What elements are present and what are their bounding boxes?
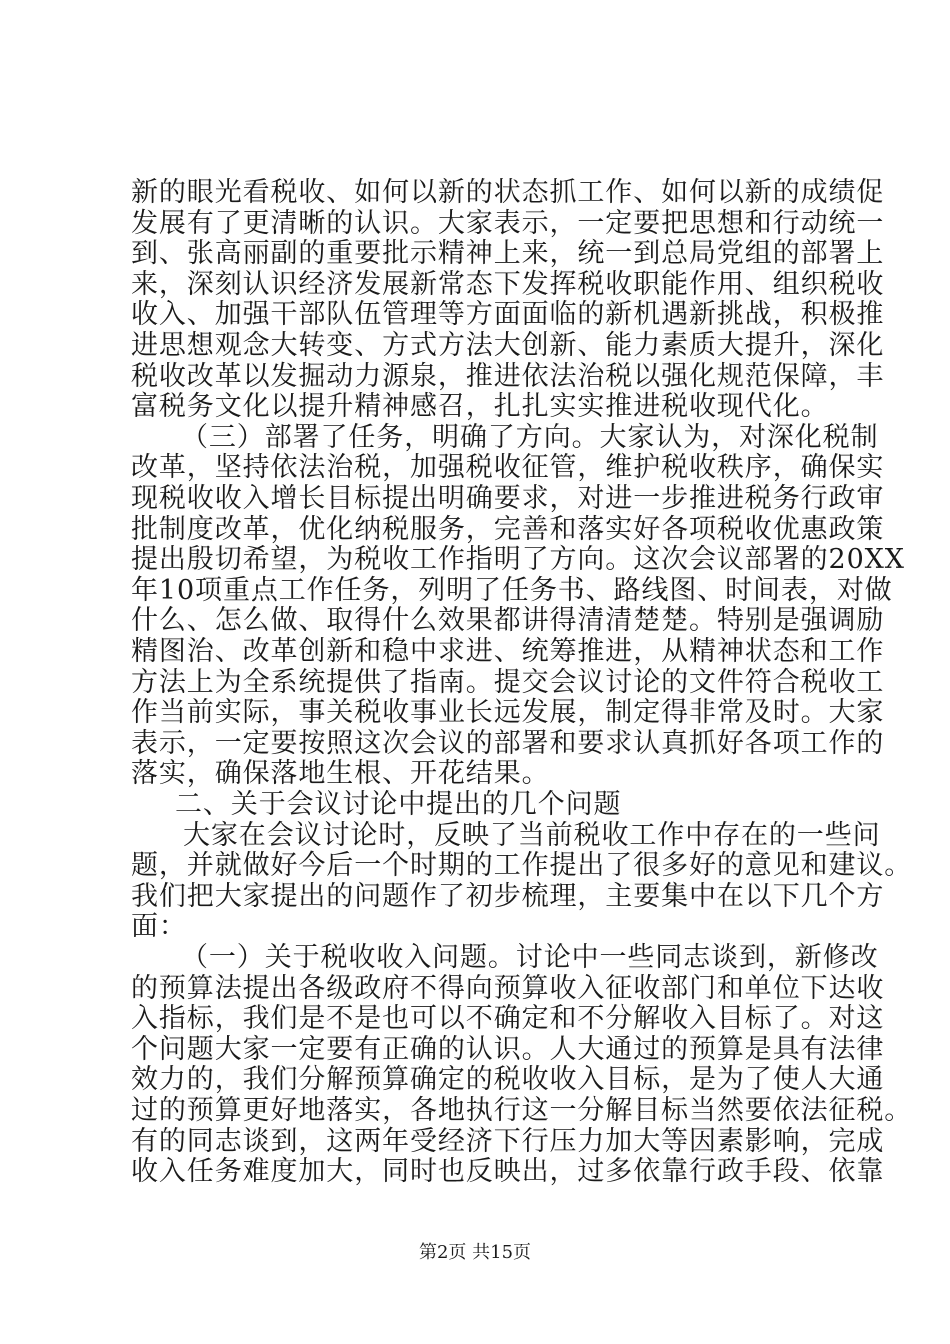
- text-line: 精图治、改革创新和稳中求进、统筹推进，从精神状态和工作: [131, 636, 885, 667]
- text-line: 年10项重点工作任务，列明了任务书、路线图、时间表，对做: [131, 574, 893, 606]
- text-line: 新的眼光看税收、如何以新的状态抓工作、如何以新的成绩促: [131, 177, 885, 208]
- text-line: 改革，坚持依法治税，加强税收征管，维护税收秩序，确保实: [131, 452, 885, 484]
- text-line: 税收改革以发掘动力源泉，推进依法治税以强化规范保障，丰: [131, 360, 885, 392]
- text-line: 落实，确保落地生根、开花结果。: [131, 758, 550, 790]
- text-line: 二、关于会议讨论中提出的几个问题: [175, 789, 622, 820]
- text-line: 什么、怎么做、取得什么效果都讲得清清楚楚。特别是强调励: [131, 605, 885, 637]
- text-line: （一）关于税收收入问题。讨论中一些同志谈到，新修改: [181, 942, 879, 973]
- text-line: 进思想观念大转变、方式方法大创新、能力素质大提升，深化: [131, 330, 885, 361]
- text-line: 来，深刻认识经济发展新常态下发挥税收职能作用、组织税收: [131, 268, 885, 300]
- text-line: 收入任务难度加大，同时也反映出，过多依靠行政手段、依靠: [131, 1156, 885, 1188]
- text-line: 个问题大家一定要有正确的认识。人大通过的预算是具有法律: [131, 1033, 885, 1065]
- text-line: 有的同志谈到，这两年受经济下行压力加大等因素影响，完成: [131, 1125, 885, 1157]
- text-line: 批制度改革，优化纳税服务，完善和落实好各项税收优惠政策: [131, 513, 885, 545]
- text-line: 发展有了更清晰的认识。大家表示，一定要把思想和行动统一: [131, 207, 885, 239]
- text-line: 收入、加强干部队伍管理等方面面临的新机遇新挑战，积极推: [131, 299, 885, 331]
- text-line: 大家在会议讨论时，反映了当前税收工作中存在的一些问: [183, 819, 881, 851]
- text-line: 入指标，我们是不是也可以不确定和不分解收入目标了。对这: [131, 1003, 885, 1035]
- text-line: 作当前实际，事关税收事业长远发展，制定得非常及时。大家: [131, 697, 885, 729]
- text-line: （三）部署了任务，明确了方向。大家认为，对深化税制: [181, 421, 879, 453]
- text-line: 效力的，我们分解预算确定的税收收入目标，是为了使人大通: [131, 1064, 885, 1096]
- text-line: 面：: [131, 911, 187, 943]
- text-line: 到、张高丽副的重要批示精神上来，统一到总局党组的部署上: [131, 238, 885, 270]
- text-line: 方法上为全系统提供了指南。提交会议讨论的文件符合税收工: [131, 666, 885, 698]
- text-line: 的预算法提出各级政府不得向预算收入征收部门和单位下达收: [131, 972, 885, 1004]
- text-line: 表示，一定要按照这次会议的部署和要求认真抓好各项工作的: [131, 727, 885, 759]
- text-line: 过的预算更好地落实，各地执行这一分解目标当然要依法征税。: [131, 1095, 913, 1126]
- text-line: 题，并就做好今后一个时期的工作提出了很多好的意见和建议。: [131, 850, 913, 882]
- page-footer: 第2页 共15页: [418, 1242, 532, 1263]
- text-line: 富税务文化以提升精神感召，扎扎实实推进税收现代化。: [131, 391, 829, 423]
- text-line: 现税收收入增长目标提出明确要求，对进一步推进税务行政审: [131, 483, 885, 514]
- text-line: 提出殷切希望，为税收工作指明了方向。这次会议部署的20XX: [131, 544, 905, 576]
- text-line: 我们把大家提出的问题作了初步梳理，主要集中在以下几个方: [131, 880, 885, 912]
